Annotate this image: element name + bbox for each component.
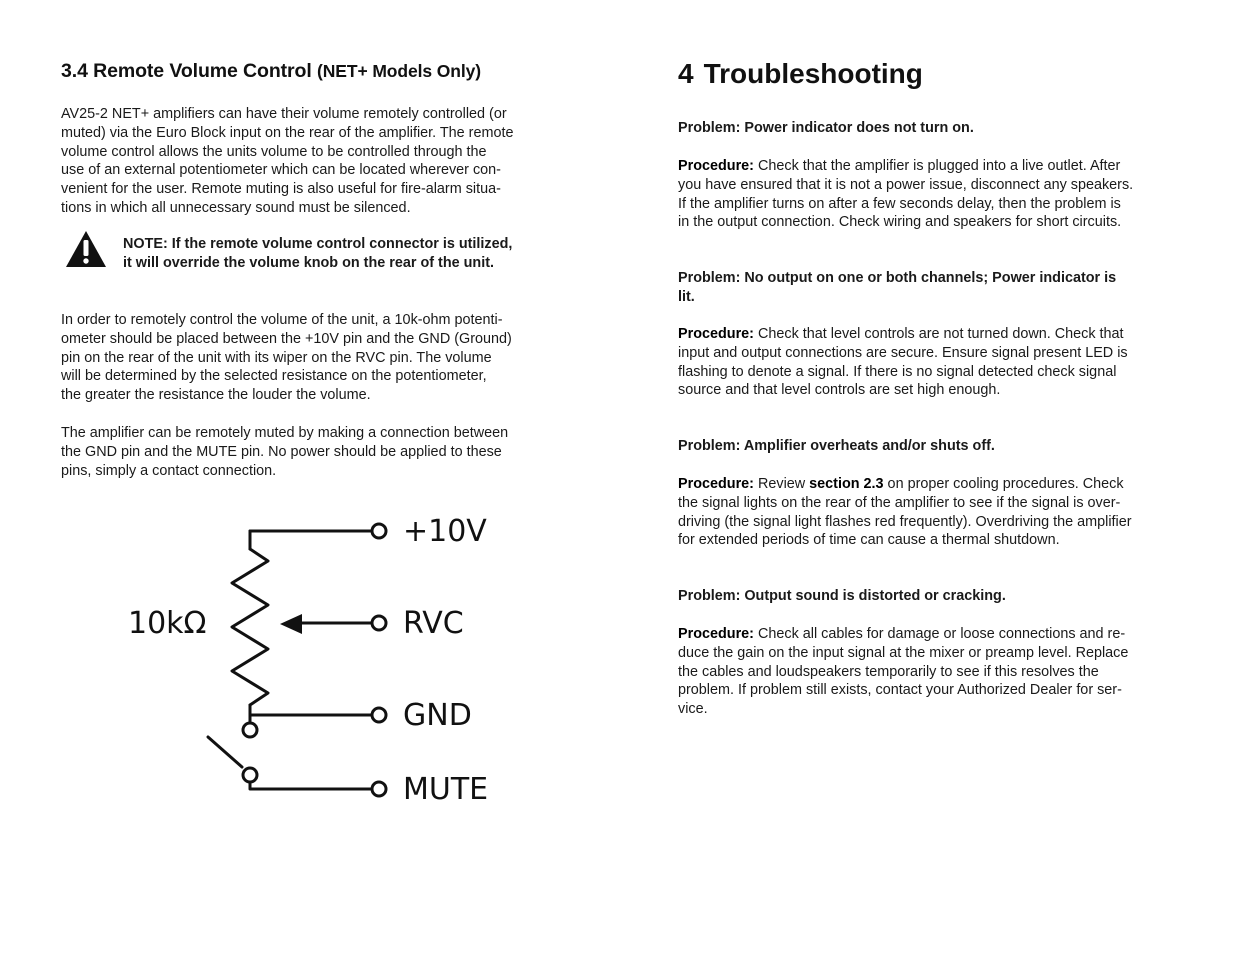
wiring-diagram <box>120 505 500 815</box>
mute-switch-blade <box>208 737 242 767</box>
terminal-gnd <box>372 708 386 722</box>
resistor-label: 10kΩ <box>128 606 207 641</box>
potentiometer-paragraph: In order to remotely control the volume of the unit, a 10k-ohm potenti- ometer should be placed between the +10V pin and the GND (Ground) pin on the rear of the unit with its wiper on the RVC pin. The volume will be determined by the selected resistance on the potentiometer, the greater the resistance the louder the volume. <box>61 312 512 404</box>
terminal-rvc <box>372 616 386 630</box>
procedure-1: Procedure: Check that the amplifier is plugged into a live outlet. After you have ensured that it is not a power issue, disconnect any speakers. If the amplifier turns on after a few seconds delay, then the problem is in the output connection. Check wiring and speakers for short circuits. <box>678 158 1134 231</box>
section-heading: 3.4 Remote Volume Control (NET+ Models Only) <box>61 60 481 82</box>
problem-2: Problem: No output on one or both channels; Power indicator is lit. <box>678 270 1117 305</box>
problem-1: Problem: Power indicator does not turn on. <box>678 120 974 136</box>
terminal-10v <box>372 524 386 538</box>
resistor-symbol <box>232 549 268 705</box>
pin-label-gnd: GND <box>403 698 472 733</box>
problem-4: Problem: Output sound is distorted or cracking. <box>678 588 1006 604</box>
chapter-heading: 4 Troubleshooting <box>678 58 923 89</box>
terminal-mute <box>372 782 386 796</box>
intro-paragraph: AV25-2 NET+ amplifiers can have their volume remotely controlled (or muted) via the Euro Block input on the rear of the amplifier. The remote volume control allows the units volume to be controlled through the use of an external potentiometer which can be located wherever con- venient for the user. Remote muting is also useful for fire-alarm situa- tions in which all unnecessary sound must be silenced. <box>61 106 514 216</box>
procedure-3: Procedure: Review section 2.3 on proper cooling procedures. Check the signal lights on the rear of the amplifier to see if the signal is over- driving (the signal light flashes red frequently). Overdriving the amplifier for extended periods of time can cause a thermal shutdown. <box>678 476 1132 549</box>
problem-3: Problem: Amplifier overheats and/or shuts off. <box>678 438 995 454</box>
wiper-arrow <box>280 614 302 634</box>
switch-contact-bottom <box>243 768 257 782</box>
section-reference: section 2.3 <box>809 476 884 492</box>
warning-icon <box>64 229 108 269</box>
warning-note: NOTE: If the remote volume control connector is utilized, it will override the volume knob on the rear of the unit. <box>123 236 513 271</box>
pin-label-rvc: RVC <box>403 606 464 641</box>
procedure-4: Procedure: Check all cables for damage or loose connections and re- duce the gain on the input signal at the mixer or preamp level. Replace the cables and loudspeakers temporarily to see if this resolves the problem. If problem still exists, contact your Authorized Dealer for ser- vice. <box>678 626 1129 718</box>
procedure-2: Procedure: Check that level controls are not turned down. Check that input and output connections are secure. Ensure signal present LED is flashing to denote a signal. If there is no signal detected check signal source and that level controls are set high enough. <box>678 326 1128 399</box>
pin-label-10v: +10V <box>403 514 487 549</box>
switch-contact-top <box>243 723 257 737</box>
pin-label-mute: MUTE <box>403 772 489 807</box>
mute-paragraph: The amplifier can be remotely muted by making a connection between the GND pin and the MUTE pin. No power should be applied to these pins, simply a contact connection. <box>61 425 509 479</box>
wire-mute <box>250 783 372 789</box>
